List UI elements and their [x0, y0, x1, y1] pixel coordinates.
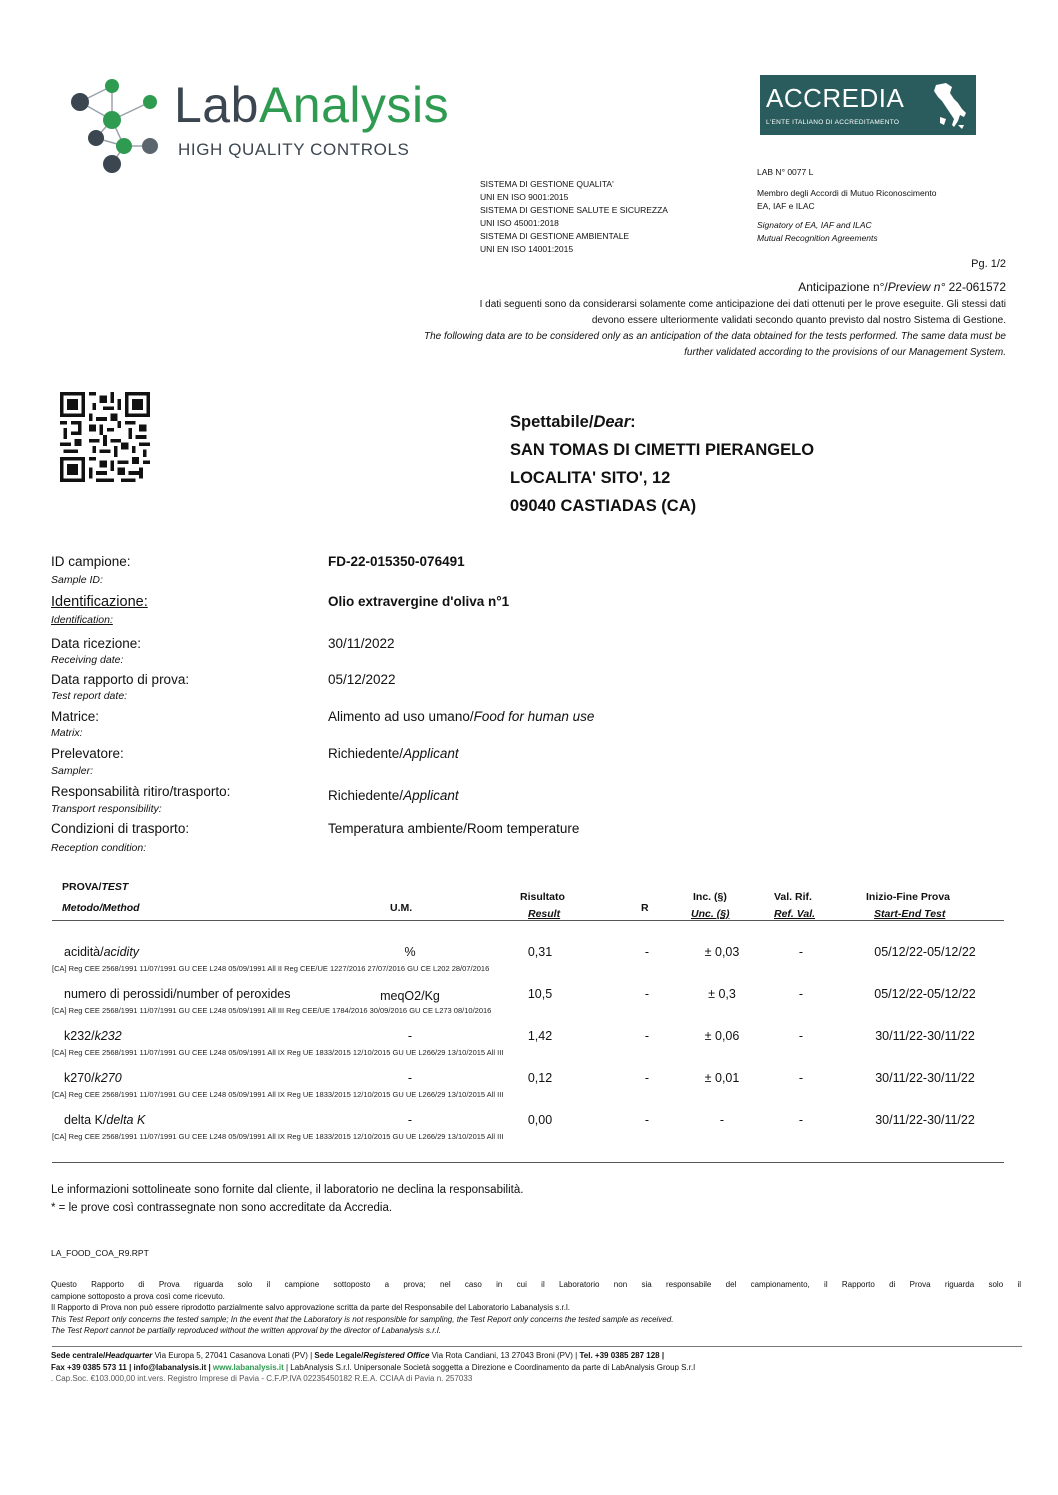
accreditation-note: * = le prove così contrassegnate non sono accreditate da Accredia.	[51, 1202, 393, 1214]
molecule-logo-icon	[62, 72, 162, 182]
sample-id-sub: Sample ID:	[51, 574, 103, 586]
matrix-label: Matrice:	[51, 709, 100, 724]
iso-line: UNI EN ISO 14001:2015	[480, 244, 574, 254]
test-name: k270/k270	[64, 1071, 122, 1085]
italy-map-icon	[932, 81, 970, 131]
test-r: -	[644, 1029, 650, 1043]
footer-line-3: . Cap.Soc. €103.000,00 int.vers. Registro Imprese di Pavia - C.F./P.IVA 02235450182 R.E.A. CCIAA di Pavia n. 257033	[51, 1374, 473, 1383]
test-result: 10,5	[527, 987, 553, 1001]
iso-line: SISTEMA DI GESTIONE SALUTE E SICUREZZA	[480, 205, 668, 215]
transport-value: Richiedente/Applicant	[328, 788, 459, 803]
test-r: -	[644, 1071, 650, 1085]
matrix-sub: Matrix:	[51, 727, 83, 739]
sample-id-value: FD-22-015350-076491	[328, 554, 465, 569]
preview-note-line: The following data are to be considered only as an anticipation of the data obtained for the tests performed. The same data must be	[423, 331, 1006, 342]
lab-member-line: Membro degli Accordi di Mutuo Riconoscimento	[757, 188, 937, 198]
test-result: 1,42	[527, 1029, 553, 1043]
col-inc: Inc. (§)	[693, 891, 727, 903]
recipient-address	[510, 408, 814, 520]
test-um: -	[407, 1071, 413, 1085]
test-uncertainty: ± 0,01	[704, 1071, 740, 1085]
preview-number: Anticipazione n°/Preview n° 22-061572	[798, 280, 1006, 294]
identification-sub: Identification:	[51, 614, 113, 626]
test-name: delta K/delta K	[64, 1113, 146, 1127]
col-um: U.M.	[390, 902, 413, 914]
col-startend: Inizio-Fine Prova	[866, 891, 951, 903]
transport-sub: Transport responsibility:	[51, 803, 162, 815]
iso-line: SISTEMA DI GESTIONE AMBIENTALE	[480, 231, 630, 241]
reception-condition-sub: Reception condition:	[51, 842, 147, 854]
test-dates: 05/12/22-05/12/22	[874, 987, 976, 1001]
logo-wordmark: LabAnalysis	[174, 77, 450, 133]
sample-id-label: ID campione:	[51, 554, 131, 569]
preview-note	[424, 297, 1006, 361]
test-method: [CA] Reg CEE 2568/1991 11/07/1991 GU CEE L248 05/09/1991 All IX Reg UE 1833/2015 12/10/2015 GU UE L266/29 13/10/2015 All III	[52, 1090, 504, 1099]
test-result: 0,31	[527, 945, 553, 959]
receiving-date-label: Data ricezione:	[51, 636, 142, 651]
recipient-street: LOCALITA' SITO', 12	[510, 469, 671, 487]
lab-signatory-line: Mutual Recognition Agreements	[757, 233, 878, 243]
accredia-logo	[760, 75, 976, 135]
sampler-label: Prelevatore:	[51, 746, 124, 761]
test-method: [CA] Reg CEE 2568/1991 11/07/1991 GU CEE L248 05/09/1991 All IX Reg UE 1833/2015 12/10/2015 GU UE L266/29 13/10/2015 All III	[52, 1132, 504, 1141]
company-footer	[51, 1350, 695, 1385]
col-unc: Unc. (§)	[691, 908, 730, 920]
col-r: R	[641, 902, 649, 914]
col-startend-en: Start-End Test	[874, 908, 946, 920]
iso-line: SISTEMA DI GESTIONE QUALITA'	[480, 179, 614, 189]
report-date-sub: Test report date:	[51, 690, 128, 702]
table-bottom-divider	[52, 1162, 1004, 1163]
test-result: 0,00	[527, 1113, 553, 1127]
col-result-en: Result	[528, 908, 561, 920]
preview-note-line: further validated according to the provisions of our Management System.	[684, 347, 1006, 358]
report-code: LA_FOOD_COA_R9.RPT	[51, 1248, 149, 1258]
test-uncertainty: ± 0,06	[704, 1029, 740, 1043]
recipient-city: 09040 CASTIADAS (CA)	[510, 497, 697, 515]
col-result: Risultato	[520, 891, 565, 903]
website-link[interactable]: www.labanalysis.it	[212, 1362, 284, 1372]
preview-note-line: I dati seguenti sono da considerarsi solamente come anticipazione dei dati ottenuti per le prove eseguite. Gli stessi dati	[479, 299, 1006, 310]
test-um: %	[404, 945, 416, 959]
test-ref: -	[798, 1029, 804, 1043]
identification-label: Identificazione:	[51, 594, 148, 610]
disclaimer-line: Questo Rapporto di Prova riguarda solo il campione sottoposto a prova; nel caso in cui il Laboratorio non sia responsabile del campionamento, il Rapporto di Prova riguarda solo il	[51, 1280, 1021, 1289]
report-date-value: 05/12/2022	[328, 672, 396, 687]
qr-code-icon	[60, 392, 150, 482]
disclaimer-line: campione sottoposto a prova così come ricevuto.	[51, 1291, 225, 1301]
accredia-sub: L'ENTE ITALIANO DI ACCREDITAMENTO	[766, 119, 900, 126]
labanalysis-logo	[62, 72, 562, 182]
lab-member-line: EA, IAF e ILAC	[757, 201, 815, 211]
test-method: [CA] Reg CEE 2568/1991 11/07/1991 GU CEE L248 05/09/1991 All II Reg CEE/UE 1227/2016 27/07/2016 GU CE L202 28/07/2016	[52, 964, 490, 973]
sampler-sub: Sampler:	[51, 765, 94, 777]
accredia-word: ACCREDIA	[766, 83, 905, 113]
test-method: [CA] Reg CEE 2568/1991 11/07/1991 GU CEE L248 05/09/1991 All IX Reg UE 1833/2015 12/10/2015 GU UE L266/29 13/10/2015 All III	[52, 1048, 504, 1057]
logo-tagline: HIGH QUALITY CONTROLS	[178, 140, 410, 159]
disclaimer	[51, 1279, 1021, 1337]
test-ref: -	[798, 987, 804, 1001]
test-ref: -	[798, 1071, 804, 1085]
footer-divider	[52, 1346, 1022, 1347]
iso-certifications	[480, 178, 668, 256]
test-dates: 30/11/22-30/11/22	[875, 1029, 975, 1043]
recipient-name: SAN TOMAS DI CIMETTI PIERANGELO	[510, 441, 815, 459]
test-dates: 30/11/22-30/11/22	[875, 1113, 975, 1127]
test-um: -	[407, 1113, 413, 1127]
test-dates: 30/11/22-30/11/22	[875, 1071, 975, 1085]
preview-note-line: devono essere ulteriormente validati secondo quanto previsto dal nostro Sistema di Gestione.	[591, 315, 1006, 326]
recipient-dear: Spettabile/Dear:	[510, 413, 636, 431]
test-r: -	[644, 1113, 650, 1127]
iso-line: UNI ISO 45001:2018	[480, 218, 559, 228]
disclaimer-line: This Test Report only concerns the tested sample; In the event that the Laboratory is not responsible for sampling, the Test Report only concerns the tested sample as received.	[51, 1314, 674, 1324]
test-name: acidità/acidity	[64, 945, 140, 959]
transport-label: Responsabilità ritiro/trasporto:	[51, 784, 231, 799]
test-ref: -	[798, 945, 804, 959]
header-divider	[52, 920, 1004, 921]
test-um: meqO2/Kg	[380, 989, 440, 1003]
test-result: 0,12	[527, 1071, 553, 1085]
lab-signatory-line: Signatory of EA, IAF and ILAC	[757, 220, 872, 230]
col-valrif: Val. Rif.	[774, 891, 812, 903]
test-ref: -	[798, 1113, 804, 1127]
matrix-value: Alimento ad uso umano/Food for human use	[328, 709, 595, 724]
disclaimer-line: Il Rapporto di Prova non può essere riprodotto parzialmente salvo approvazione scritta da parte del Responsabile del Laboratorio Labanalysis s.r.l.	[51, 1303, 570, 1312]
reception-condition-label: Condizioni di trasporto:	[51, 821, 190, 836]
page-number: Pg. 1/2	[971, 258, 1006, 270]
col-method: Metodo/Method	[62, 902, 140, 914]
test-dates: 05/12/22-05/12/22	[874, 945, 976, 959]
underlined-info-note: Le informazioni sottolineate sono fornite dal cliente, il laboratorio ne declina la responsabilità.	[51, 1184, 524, 1196]
disclaimer-line: The Test Report cannot be partially reproduced without the written approval by the director of Labanalysis s.r.l.	[51, 1326, 441, 1335]
test-name: numero di perossidi/number of peroxides	[64, 987, 291, 1001]
lab-accreditation-info	[757, 166, 937, 245]
test-r: -	[644, 987, 650, 1001]
lab-number: LAB N° 0077 L	[757, 167, 814, 177]
test-method: [CA] Reg CEE 2568/1991 11/07/1991 GU CEE L248 05/09/1991 All III Reg CEE/UE 1784/2016 30/09/2016 GU CE L273 08/10/2016	[52, 1006, 492, 1015]
receiving-date-sub: Receiving date:	[51, 654, 124, 666]
footer-line-1: Sede centrale/Headquarter Via Europa 5, 27041 Casanova Lonati (PV) | Sede Legale/Registered Office Via Rota Candiani, 13 27043 Broni (PV) | Tel. +39 0385 287 128 |	[51, 1351, 665, 1360]
report-date-label: Data rapporto di prova:	[51, 672, 190, 687]
reception-condition-value: Temperatura ambiente/Room temperature	[328, 821, 580, 836]
iso-line: UNI EN ISO 9001:2015	[480, 192, 569, 202]
identification-value: Olio extravergine d'oliva n°1	[328, 594, 510, 609]
test-uncertainty: -	[719, 1113, 725, 1127]
test-uncertainty: ± 0,03	[704, 945, 740, 959]
test-um: -	[407, 1029, 413, 1043]
receiving-date-value: 30/11/2022	[328, 636, 395, 651]
footer-line-2: Fax +39 0385 573 11 | info@labanalysis.it | www.labanalysis.it | LabAnalysis S.r.l. Unipersonale Società soggetta a Direzione e Coordinamento da parte di LabAnalysis Group S.r.l	[51, 1362, 695, 1372]
sampler-value: Richiedente/Applicant	[328, 746, 459, 761]
col-test: PROVA/TEST	[62, 881, 129, 893]
test-name: k232/k232	[64, 1029, 122, 1043]
test-r: -	[644, 945, 650, 959]
col-refval: Ref. Val.	[774, 908, 816, 920]
test-uncertainty: ± 0,3	[708, 987, 736, 1001]
